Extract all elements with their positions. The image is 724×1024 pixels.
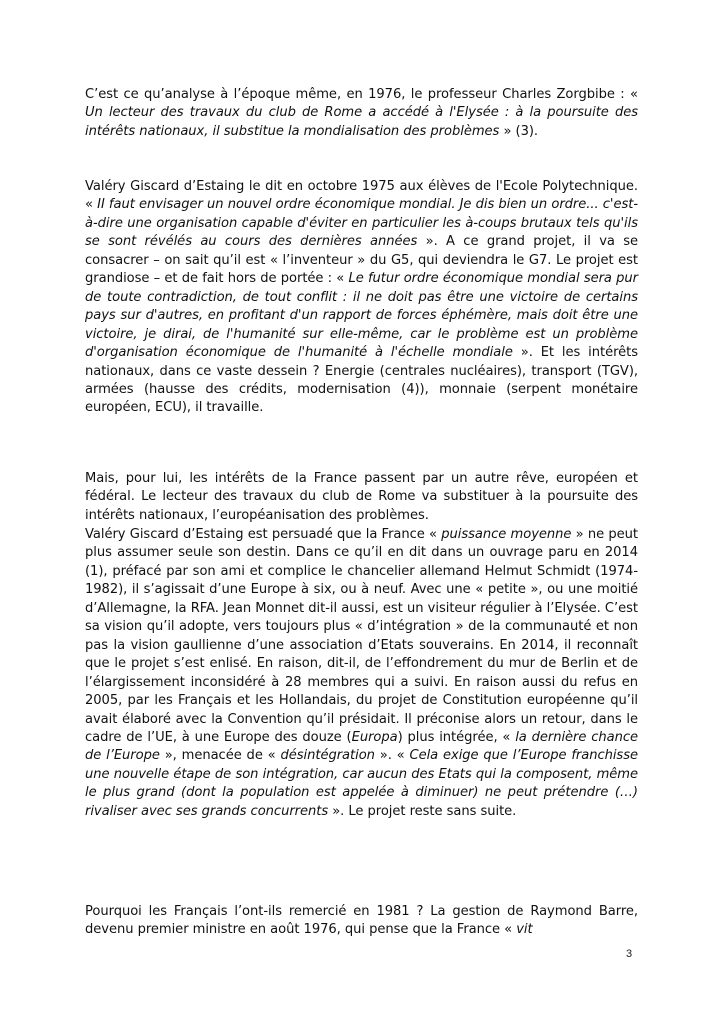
quoted-text-italic: désintégration xyxy=(280,748,375,764)
quoted-text-italic: vit xyxy=(516,922,533,938)
quoted-text-italic: puissance moyenne xyxy=(441,527,572,542)
body-text: » ne peut plus assumer seule son destin. Dans ce qu’il en dit dans un ouvrage paru en 2014 (1), préfacé par son ami et complice le chancelier allemand Helmut Schmidt (1974-1982), il s’agissait d’une Europe à six, ou à neuf. Avec une « petite », ou une moitié d’Allemagne, la RFA. Jean Monnet dit-il aussi, est un visiteur régulier à l’Elysée. C’est sa vision qu’il adopte, vers toujours plus « d’intégration » de la communauté et non pas la vision gaullienne d’une association d’Etats souverains. En 2014, il reconnaît que le projet s’est enlisé. En raison, dit-il, de l’effondrement du mur de Berlin et de l’élargissement inconsidéré à 28 membres qui a suivi. En raison aussi du refus en 2005, par les Français et les Hollandais, du projet de Constitution européenne qu’il avait élaboré avec la Convention qu’il présidait. Il préconise alors un retour, dans le cadre de l’UE, à une Europe des douze ( xyxy=(85,527,639,745)
body-text: ». « xyxy=(374,748,410,764)
body-text: ». Le projet reste sans suite. xyxy=(328,803,517,819)
body-text: Valéry Giscard d’Estaing le dit en octobre 1975 aux élèves de l'Ecole Polytechnique. « xyxy=(85,179,638,213)
paragraph-text xyxy=(85,903,638,940)
quoted-text-italic: Europa xyxy=(351,729,398,745)
body-text: C’est ce qu’analyse à l’époque même, en 1976, le professeur Charles Zorgbibe : « xyxy=(85,87,638,102)
page-number: 3 xyxy=(626,948,633,960)
paragraph-integration-vision xyxy=(85,526,638,821)
paragraph-1981-question xyxy=(85,903,638,940)
quoted-text-italic: II faut envisager un nouvel ordre économique mondial. Je dis bien un ordre... c'est-à-dire une organisation capable d'éviter en particulier les à-coups brutaux tels qu'ils se sont révélés au cours des dernières années xyxy=(85,197,638,250)
body-text: » (3). xyxy=(499,123,539,139)
body-text: ». A ce grand projet, il va se consacrer – on sait qu’il est « l’inventeur » du G5, qui deviendra le G7. Le projet est grandiose – et de fait hors de portée : « xyxy=(85,234,638,287)
body-text: ». Et les intérêts nationaux, dans ce vaste dessein ? Energie (centrales nucléaires), transport (TGV), armées (hausse des crédits, modernisation (4)), monnaie (serpent monétaire européen, ECU), il travaille. xyxy=(85,345,638,416)
paragraph-text xyxy=(85,178,638,418)
paragraph-text xyxy=(85,470,638,525)
body-text: ) plus intégrée, « xyxy=(397,729,516,745)
body-text: Valéry Giscard d’Estaing est persuadé que la France « xyxy=(85,527,442,542)
quoted-text-italic: Le futur ordre économique mondial sera pur de toute contradiction, de tout conflit : il ne doit pas être une victoire de certains pays sur d'autres, en profitant d'un rapport de forces éphémère, mais doit être une victoire, je dirai, de l'humanité sur elle-même, car le problème est un problème d'organisation économique de l'humanité à l'échelle mondiale xyxy=(85,271,638,361)
quoted-text-italic: Cela exige que l’Europe franchisse une nouvelle étape de son intégration, car aucun des Etats qui la composent, même le plus grand (dont la population est appelée à diminuer) ne peut prétendre (…) rivaliser avec ses grands concurrents xyxy=(85,748,638,819)
body-text: Pourquoi les Français l’ont-ils remercié en 1981 ? La gestion de Raymond Barre, devenu premier ministre en août 1976, qui pense que la France « xyxy=(85,904,638,938)
paragraph-european-dream xyxy=(85,470,638,525)
paragraph-text xyxy=(85,526,638,821)
paragraph-text xyxy=(85,86,638,141)
paragraph-zorgbibe-quote xyxy=(85,86,638,141)
body-text: », menacée de « xyxy=(159,748,281,764)
quoted-text-italic: Un lecteur des travaux du club de Rome a accédé à l'Elysée : à la poursuite des intérêts nationaux, il substitue la mondialisation des problèmes xyxy=(85,105,638,139)
paragraph-polytechnique-speech xyxy=(85,178,638,418)
quoted-text-italic: la dernière chance de l’Europe xyxy=(85,729,638,764)
body-text: Mais, pour lui, les intérêts de la France passent par un autre rêve, européen et fédéral. Le lecteur des travaux du club de Rome va substituer à la poursuite des intérêts nationaux, l’européanisation des problèmes. xyxy=(85,471,638,523)
